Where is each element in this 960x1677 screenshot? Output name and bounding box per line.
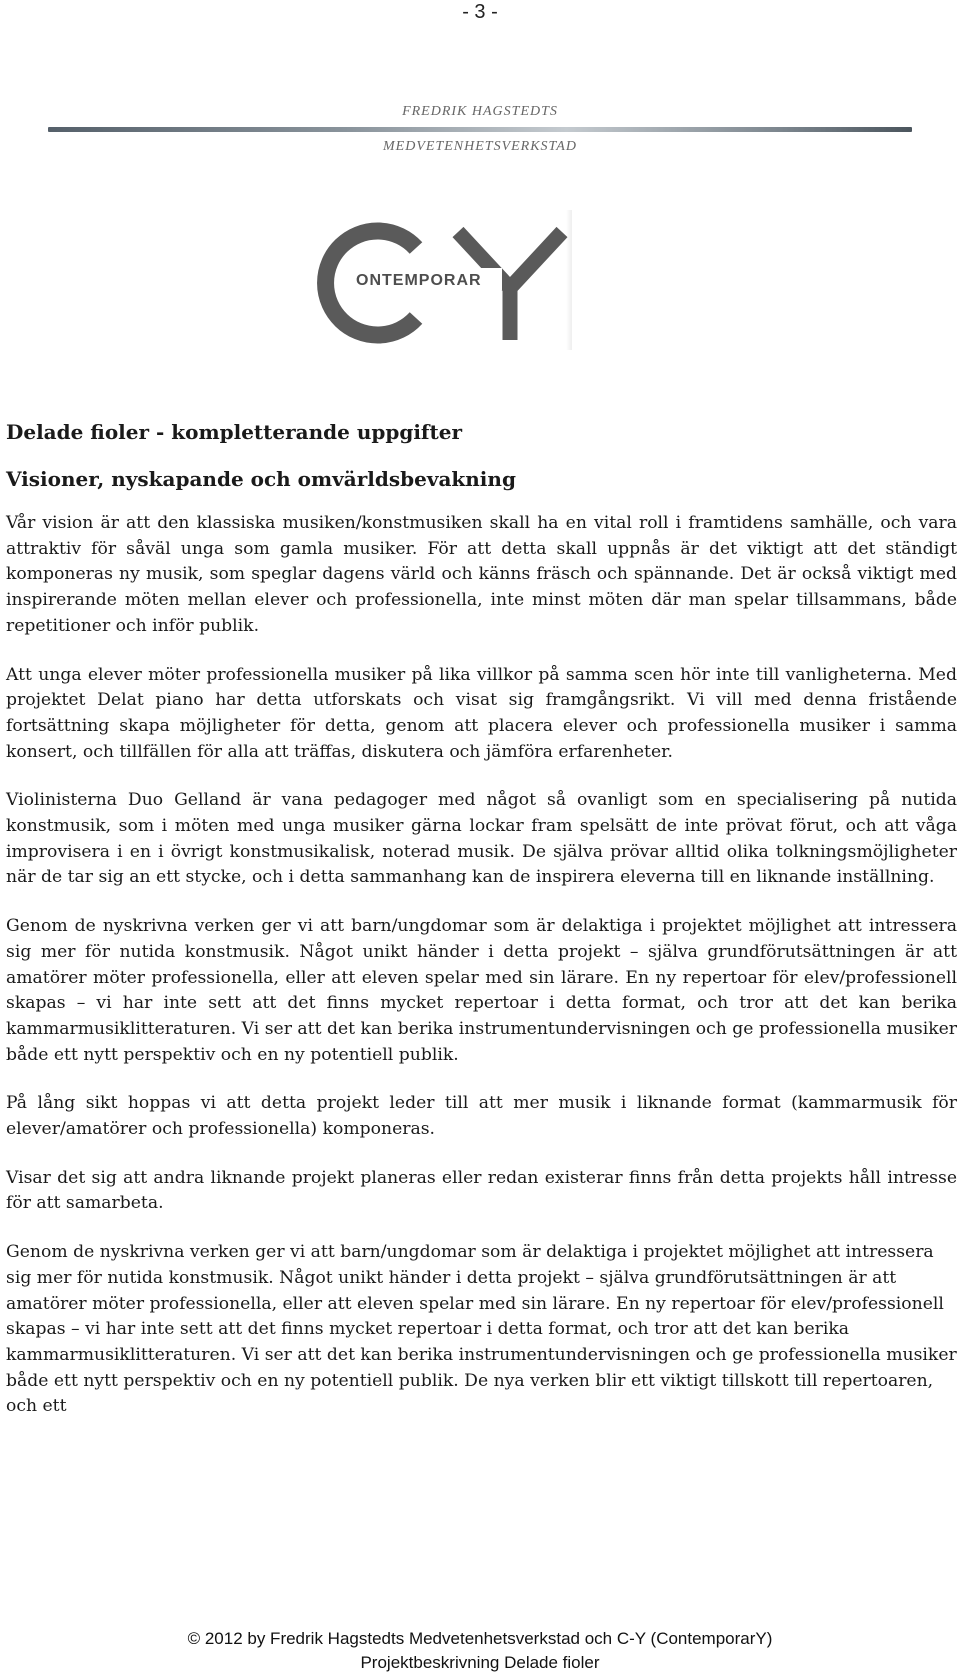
- footer-document-name: Projektbeskrivning Delade fioler: [360, 1653, 600, 1672]
- paragraph-new-works: Genom de nyskrivna verken ger vi att barn/ungdomar som är delaktiga i projektet möjlighet att intressera sig mer för nutida konstmusik. Något unikt händer i detta projekt – själva grundförutsättningen är att amatörer möter professionella, eller att eleven spelar med sin lärare. En ny repertoar för elev/professionell skapas – vi har inte sett att det finns mycket repertoar i detta format, och tror att det kan berika kammarmusiklitteraturen. Vi ser att det kan berika instrumentundervisningen och ge professionella musiker både ett nytt perspektiv och en ny potentiell publik.: [6, 916, 957, 1065]
- page-number: - 3 -: [462, 1, 498, 23]
- section-heading: Visioner, nyskapande och omvärldsbevakning: [6, 467, 516, 491]
- header-subtitle: MEDVETENHETSVERKSTAD: [383, 139, 577, 154]
- document-title: Delade fioler - kompletterande uppgifter: [6, 420, 463, 444]
- footer-copyright: © 2012 by Fredrik Hagstedts Medvetenhetsverkstad och C-Y (ContemporarY): [187, 1629, 773, 1648]
- document-body: [6, 419, 957, 1420]
- paragraph-young-students: Att unga elever möter professionella musiker på lika villkor på samma scen hör inte till vanligheterna. Med projektet Delat piano har detta utforskats och visat sig framgångsrikt. Vi vill med denna fristående fortsättning skapa möjligheter för detta, genom att placera elever och professionella musiker i samma konsert, och tillfällen för alla att träffas, diskutera och jämföra erfarenheter.: [6, 664, 957, 762]
- header-divider: [48, 127, 912, 132]
- paragraph-duo-gelland: Violinisterna Duo Gelland är vana pedagoger med något så ovanligt som en specialisering på nutida konstmusik, som i möten med unga musiker gärna lockar fram spelsätt de inte prövat förut, och att våga improvisera i en i övrigt konstmusikalisk, noterad musik. De själva prövar alltid olika tolkningsmöjligheter när de tar sig an ett stycke, och i detta sammanhang kan de inspirera eleverna till en liknande inställning.: [6, 790, 957, 888]
- cy-contemporary-logo: [300, 210, 660, 370]
- logo-edge-shade: [566, 210, 572, 350]
- paragraph-new-works-repeat: Genom de nyskrivna verken ger vi att barn/ungdomar som är delaktiga i projektet möjlighet att intressera sig mer för nutida konstmusik. Något unikt händer i detta projekt – själva grundförutsättningen är att amatörer möter professionella, eller att eleven spelar med sin lärare. En ny repertoar för elev/professionell skapas – vi har inte sett att det finns mycket repertoar i detta format, och tror att det kan berika kammarmusiklitteraturen. Vi ser att det kan berika instrumentundervisningen och ge professionella musiker både ett nytt perspektiv och en ny potentiell publik. De nya verken blir ett viktigt tillskott till repertoaren, och ett: [6, 1242, 957, 1417]
- logo-wordmark: ONTEMPORAR: [356, 272, 482, 289]
- header-name: FREDRIK HAGSTEDTS: [402, 104, 558, 119]
- cy-logo-icon: [300, 210, 660, 370]
- paragraph-long-term: På lång sikt hoppas vi att detta projekt leder till att mer musik i liknande format (kammarmusik för elever/amatörer och professionella) komponeras.: [6, 1093, 957, 1140]
- paragraph-vision: Vår vision är att den klassiska musiken/konstmusiken skall ha en vital roll i framtidens samhälle, och vara attraktiv för såväl unga som gamla musiker. För att detta skall uppnås är det viktigt att det ständigt komponeras ny musik, som speglar dagens värld och känns fräsch och spännande. Det är också viktigt med inspirerande möten mellan elever och professionella, inte minst möten där man spelar tillsammans, både repetitioner och inför publik.: [6, 513, 957, 636]
- paragraph-collaboration: Visar det sig att andra liknande projekt planeras eller redan existerar finns från detta projekts håll intresse för att samarbeta.: [6, 1167, 957, 1214]
